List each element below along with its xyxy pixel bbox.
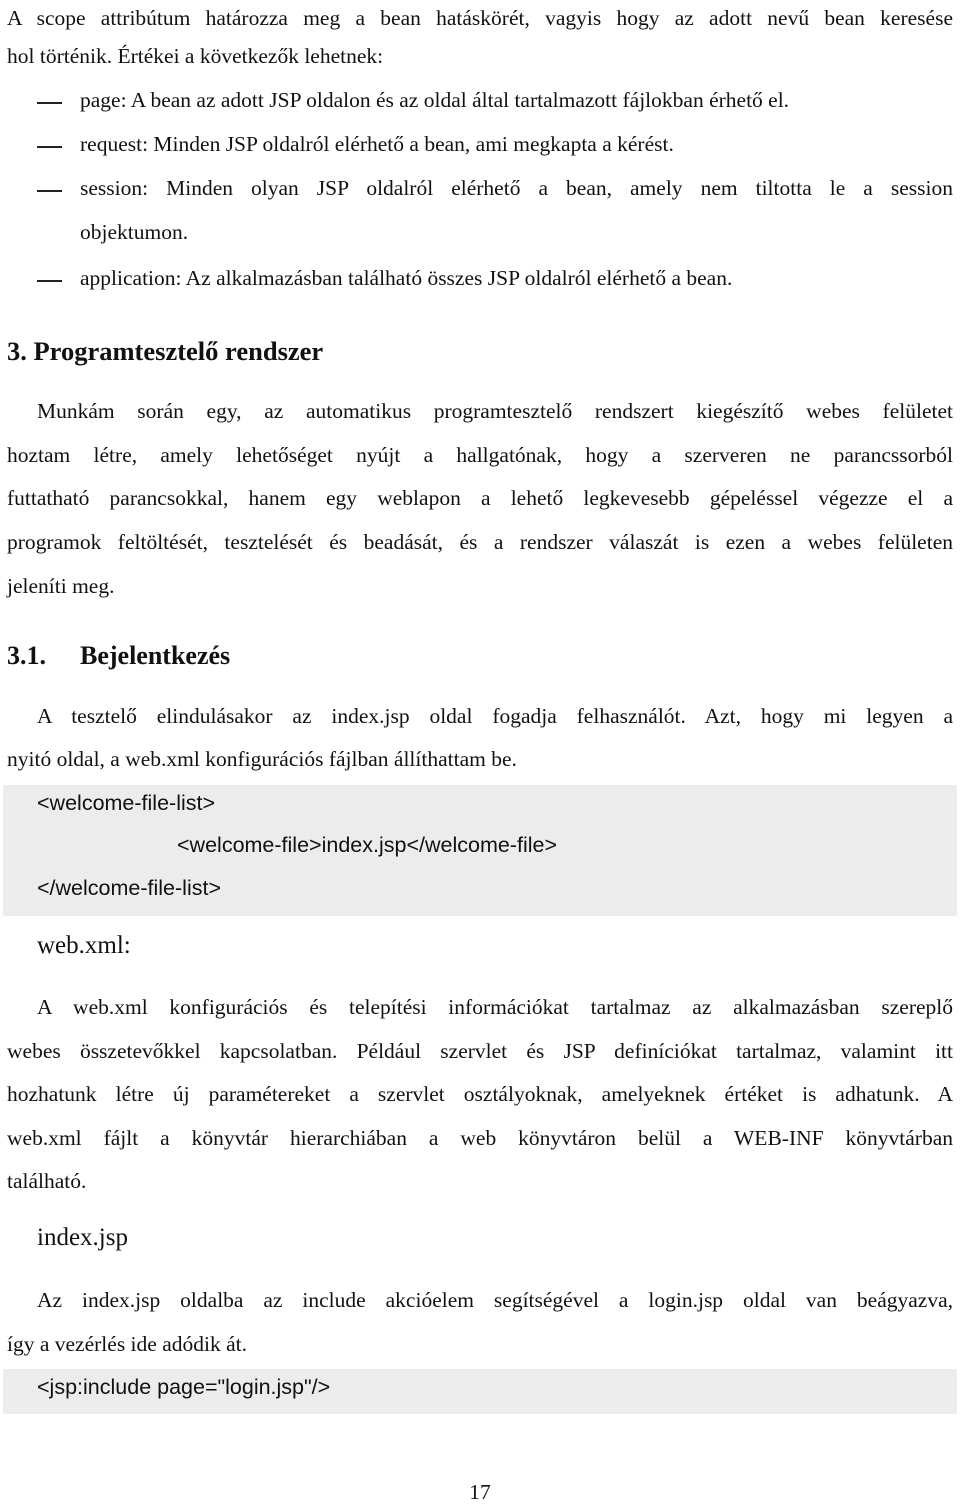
indexjsp-para-line: így a vezérlés ide adódik át.	[7, 1332, 247, 1356]
intro-line-1: A scope attribútum határozza meg a bean hatáskörét, vagyis hogy az adott nevű bean keresése	[7, 6, 953, 30]
indexjsp-para-line: Az index.jsp oldalba az include akcióelem segítségével a login.jsp oldal van beágyazva,	[37, 1288, 953, 1312]
section-3-1-heading	[7, 640, 230, 672]
code-line: <welcome-file>index.jsp</welcome-file>	[177, 833, 558, 857]
code-line: <welcome-file-list>	[37, 791, 216, 815]
intro-line-2: hol történik. Értékei a következők lehetnek:	[7, 44, 384, 68]
section-3-1-title: Bejelentkezés	[80, 641, 231, 670]
webxml-heading: web.xml:	[37, 932, 131, 959]
indexjsp-heading: index.jsp	[37, 1224, 128, 1251]
list-dash	[37, 146, 62, 148]
section-3-1-para-line: A tesztelő elindulásakor az index.jsp oldal fogadja felhasználót. Azt, hogy mi legyen a	[37, 704, 953, 728]
webxml-para-line: hozhatunk létre új paramétereket a szervlet osztályoknak, amelyeknek értéket is adhatunk. A	[7, 1082, 953, 1106]
list-dash	[37, 102, 62, 104]
section-3-heading	[7, 335, 323, 367]
list-item-application: application: Az alkalmazásban található összes JSP oldalról elérhető a bean.	[80, 266, 733, 290]
section-3-para-line: programok feltöltését, tesztelését és beadását, és a rendszer válaszát is ezen a webes felületen	[7, 530, 953, 554]
section-3-para-line: jeleníti meg.	[7, 574, 115, 598]
list-item-session-cont: objektumon.	[80, 220, 189, 244]
list-dash	[37, 280, 62, 282]
page-number: 17	[469, 1480, 491, 1504]
section-3-para-line: futtatható parancsokkal, hanem egy weblapon a lehető legkevesebb gépeléssel végezze el a	[7, 486, 953, 510]
list-item-page: page: A bean az adott JSP oldalon és az oldal által tartalmazott fájlokban érhető el.	[80, 88, 790, 112]
section-3-para-line: Munkám során egy, az automatikus programtesztelő rendszert kiegészítő webes felületet	[37, 399, 953, 423]
section-3-1-number: 3.1.	[7, 641, 46, 670]
webxml-para-line: található.	[7, 1169, 87, 1193]
webxml-para-line: A web.xml konfigurációs és telepítési információkat tartalmaz az alkalmazásban szereplő	[37, 995, 953, 1019]
webxml-para-line: webes összetevőkkel kapcsolatban. Például szervlet és JSP definíciókat tartalmaz, valamint itt	[7, 1039, 953, 1063]
webxml-para-line: web.xml fájlt a könyvtár hierarchiában a web könyvtáron belül a WEB-INF könyvtárban	[7, 1126, 953, 1150]
section-3-number: 3.	[7, 336, 27, 366]
section-3-para-line: hoztam létre, amely lehetőséget nyújt a hallgatónak, hogy a szerveren ne parancssorból	[7, 443, 953, 467]
code-line: <jsp:include page="login.jsp"/>	[37, 1375, 331, 1399]
section-3-1-para-line: nyitó oldal, a web.xml konfigurációs fájlban állíthattam be.	[7, 747, 517, 771]
list-item-request: request: Minden JSP oldalról elérhető a bean, ami megkapta a kérést.	[80, 132, 674, 156]
list-item-session: session: Minden olyan JSP oldalról elérhető a bean, amely nem tiltotta le a session	[80, 176, 953, 200]
code-line: </welcome-file-list>	[37, 876, 221, 900]
section-3-title: Programtesztelő rendszer	[33, 336, 324, 366]
list-dash	[37, 190, 62, 192]
